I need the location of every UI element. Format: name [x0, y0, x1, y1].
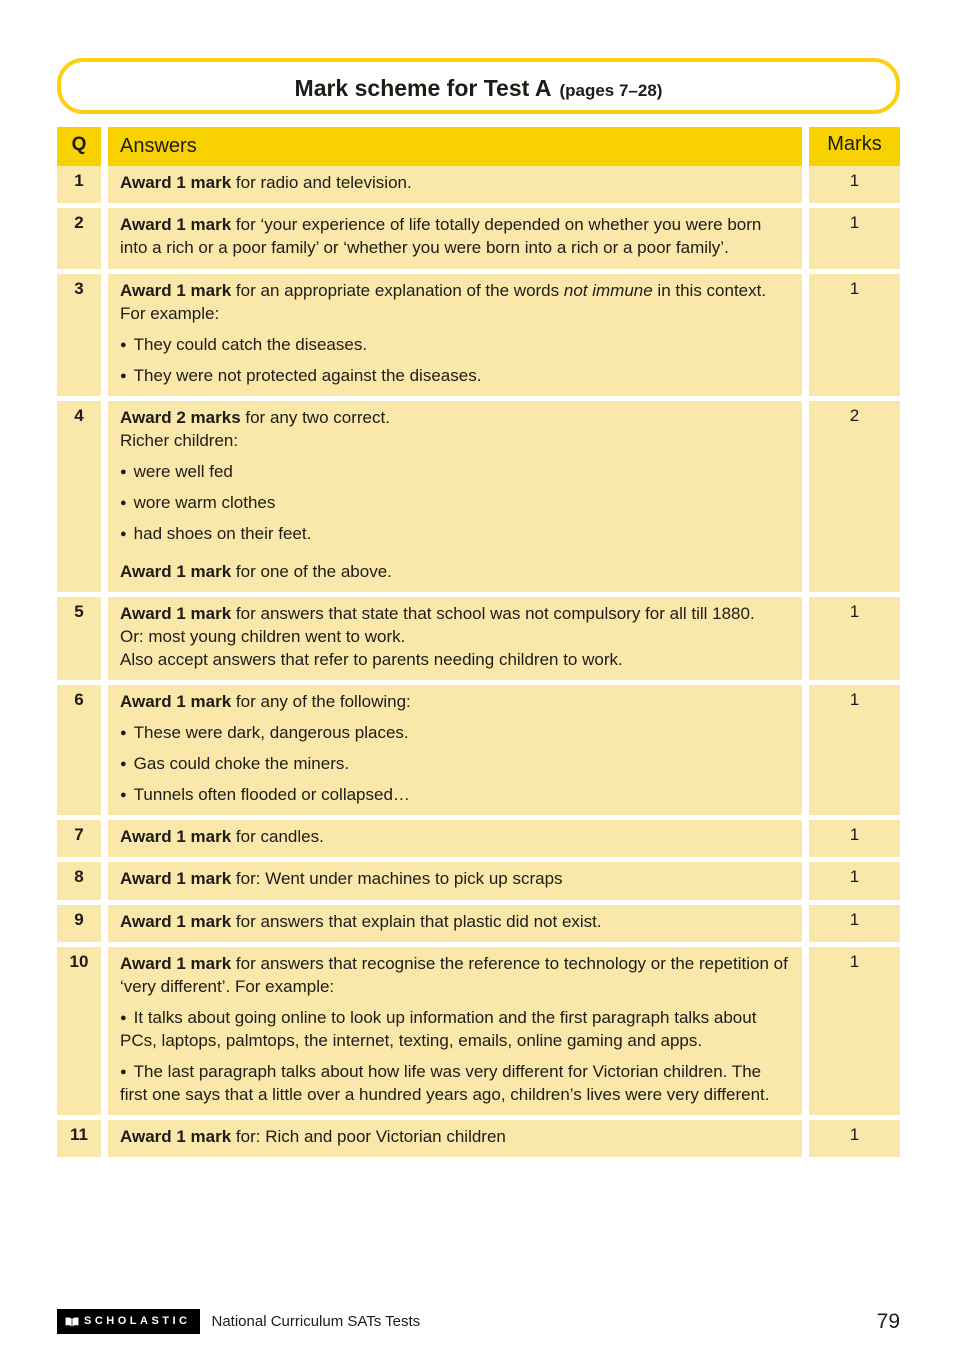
- answer-cell: [108, 685, 802, 815]
- answer-text: for: Rich and poor Victorian children: [231, 1127, 506, 1147]
- answer-cell: [108, 166, 802, 203]
- answer-paragraph: [120, 213, 790, 259]
- table-row: [57, 597, 900, 680]
- answer-text: These were dark, dangerous places.: [133, 723, 409, 743]
- bullet-icon: ●: [120, 497, 127, 510]
- answer-paragraph: [120, 625, 790, 648]
- marks-cell: 1: [809, 820, 900, 857]
- answer-text: for ‘your experience of life totally depended on whether you were born into a rich or a poor family’ or ‘whether you were born into a rich or a poor family’.: [120, 215, 762, 258]
- bullet-line: [120, 364, 790, 387]
- answer-text: for candles.: [231, 827, 324, 847]
- answer-text: had shoes on their feet.: [133, 524, 312, 544]
- marks-cell: 2: [809, 401, 900, 592]
- answer-text: were well fed: [133, 462, 233, 482]
- marks-cell: 1: [809, 274, 900, 396]
- answer-paragraph: [120, 690, 790, 713]
- bullet-line: [120, 333, 790, 356]
- answer-text: Gas could choke the miners.: [133, 754, 350, 774]
- bullet-icon: ●: [120, 789, 127, 802]
- page-title-suffix: (pages 7–28): [559, 81, 663, 100]
- bullet-icon: ●: [120, 758, 127, 771]
- answer-text: for any of the following:: [231, 691, 411, 711]
- answer-text: for answers that recognise the reference to technology or the repetition of ‘very different’. For example:: [120, 953, 788, 996]
- page-footer: [57, 1309, 900, 1334]
- bullet-icon: ●: [120, 338, 127, 351]
- answer-paragraph: [120, 952, 790, 998]
- answer-cell: [108, 862, 802, 899]
- q-cell: 8: [57, 862, 101, 899]
- answer-paragraph: [120, 560, 790, 583]
- bullet-line: [120, 460, 790, 483]
- series-title: National Curriculum SATs Tests: [211, 1313, 421, 1330]
- answer-text: for an appropriate explanation of the words: [231, 280, 564, 300]
- answer-text: Award 1 mark: [120, 173, 232, 193]
- answer-text: for: Went under machines to pick up scraps: [231, 869, 563, 889]
- answer-paragraph: [120, 279, 790, 325]
- answer-paragraph: [120, 867, 790, 890]
- table-row: [57, 401, 900, 592]
- answer-text: They could catch the diseases.: [133, 334, 368, 354]
- table-row: [57, 685, 900, 815]
- header-answers: Answers: [108, 127, 802, 166]
- answer-text: not immune: [563, 280, 653, 300]
- q-cell: 3: [57, 274, 101, 396]
- q-cell: 2: [57, 208, 101, 268]
- table-row: [57, 274, 900, 396]
- mark-table-body: [57, 166, 900, 1157]
- answer-paragraph: [120, 910, 790, 933]
- answer-text: for answers that explain that plastic did not exist.: [231, 911, 602, 931]
- q-cell: 11: [57, 1120, 101, 1157]
- scholastic-logo-text: SCHOLASTIC: [84, 1315, 191, 1327]
- q-cell: 1: [57, 166, 101, 203]
- marks-cell: 1: [809, 905, 900, 942]
- answer-cell: [108, 401, 802, 592]
- answer-cell: [108, 1120, 802, 1157]
- q-cell: 6: [57, 685, 101, 815]
- answer-text: Award 1 mark: [120, 953, 232, 973]
- bullet-line: [120, 783, 790, 806]
- answer-text: Award 1 mark: [120, 280, 232, 300]
- answer-paragraph: [120, 171, 790, 194]
- bullet-icon: ●: [120, 727, 127, 740]
- answer-cell: [108, 905, 802, 942]
- answer-text: Award 1 mark: [120, 691, 232, 711]
- answer-text: Tunnels often flooded or collapsed…: [133, 785, 410, 805]
- marks-cell: 1: [809, 597, 900, 680]
- mark-scheme-table: [57, 127, 900, 1157]
- answer-cell: [108, 947, 802, 1116]
- bullet-icon: ●: [120, 466, 127, 479]
- table-row: [57, 166, 900, 203]
- bullet-line: [120, 721, 790, 744]
- answer-text: in this context. For example:: [120, 280, 767, 323]
- marks-cell: 1: [809, 862, 900, 899]
- marks-cell: 1: [809, 166, 900, 203]
- answer-text: wore warm clothes: [133, 493, 276, 513]
- answer-text: They were not protected against the diseases.: [133, 365, 482, 385]
- q-cell: 9: [57, 905, 101, 942]
- table-row: [57, 1120, 900, 1157]
- bullet-icon: ●: [120, 1066, 127, 1079]
- scholastic-logo: [57, 1309, 200, 1334]
- q-cell: 5: [57, 597, 101, 680]
- answer-text: Award 1 mark: [120, 827, 232, 847]
- table-row: [57, 820, 900, 857]
- answer-paragraph: [120, 429, 790, 452]
- answer-text: Award 2 marks: [120, 407, 241, 427]
- answer-text: for any two correct.: [240, 407, 390, 427]
- table-row: [57, 862, 900, 899]
- q-cell: 4: [57, 401, 101, 592]
- header-marks: Marks: [809, 127, 900, 166]
- answer-paragraph: [120, 1125, 790, 1148]
- page-content: [57, 58, 900, 1157]
- title-banner: [57, 58, 900, 114]
- answer-text: Or: most young children went to work.: [120, 626, 406, 646]
- bullet-icon: ●: [120, 369, 127, 382]
- answer-cell: [108, 820, 802, 857]
- marks-cell: 1: [809, 947, 900, 1116]
- marks-cell: 1: [809, 208, 900, 268]
- answer-paragraph: [120, 648, 790, 671]
- answer-text: Award 1 mark: [120, 603, 232, 623]
- answer-text: for answers that state that school was not compulsory for all till 1880.: [231, 603, 755, 623]
- answer-paragraph: [120, 406, 790, 429]
- answer-text: The last paragraph talks about how life was very different for Victorian children. The first one says that a little over a hundred years ago, children’s lives were very different.: [120, 1062, 770, 1105]
- marks-cell: 1: [809, 1120, 900, 1157]
- bullet-line: [120, 491, 790, 514]
- answer-text: It talks about going online to look up information and the first paragraph talks about PCs, laptops, palmtops, the internet, texting, emails, online gaming and apps.: [120, 1007, 757, 1051]
- q-cell: 10: [57, 947, 101, 1116]
- answer-cell: [108, 208, 802, 268]
- table-header-row: [57, 127, 900, 166]
- header-q: Q: [57, 127, 101, 166]
- answer-text: Richer children:: [120, 431, 239, 451]
- answer-paragraph: [120, 825, 790, 848]
- open-book-icon: [64, 1316, 80, 1328]
- bullet-line: [120, 1060, 790, 1106]
- table-row: [57, 947, 900, 1116]
- q-cell: 7: [57, 820, 101, 857]
- bullet-line: [120, 1006, 790, 1052]
- answer-text: for one of the above.: [231, 561, 392, 581]
- answer-paragraph: [120, 602, 790, 625]
- answer-text: for radio and television.: [231, 173, 412, 193]
- marks-cell: 1: [809, 685, 900, 815]
- page-title: Mark scheme for Test A: [294, 75, 552, 101]
- answer-text: Award 1 mark: [120, 911, 232, 931]
- bullet-icon: ●: [120, 1011, 127, 1024]
- bullet-line: [120, 752, 790, 775]
- answer-cell: [108, 274, 802, 396]
- table-row: [57, 208, 900, 268]
- answer-text: Also accept answers that refer to parents needing children to work.: [120, 649, 623, 669]
- page-number: 79: [876, 1309, 900, 1333]
- answer-text: Award 1 mark: [120, 869, 232, 889]
- answer-text: Award 1 mark: [120, 561, 232, 581]
- answer-text: Award 1 mark: [120, 1127, 232, 1147]
- answer-text: Award 1 mark: [120, 215, 232, 235]
- answer-cell: [108, 597, 802, 680]
- table-row: [57, 905, 900, 942]
- bullet-line: [120, 522, 790, 545]
- bullet-icon: ●: [120, 528, 127, 541]
